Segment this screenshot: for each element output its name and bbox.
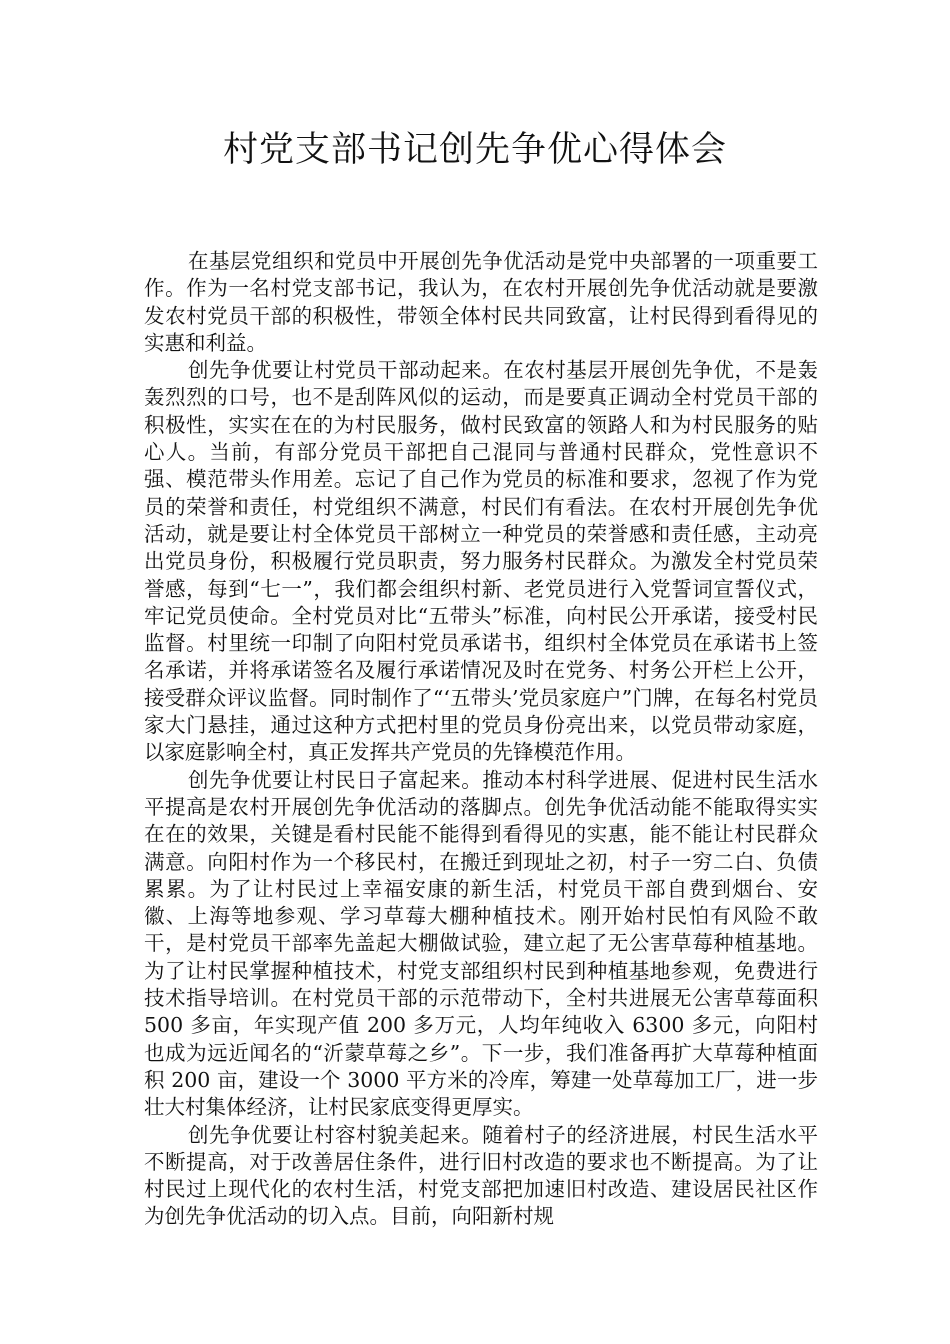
paragraph-party-cadres: 创先争优要让村党员干部动起来。在农村基层开展创先争优，不是轰轰烈烈的口号，也不是刮阵风似的运动，而是要真正调动全村党员干部的积极性，实实在在的为村民服务，做村民致富的领路人和为村民服务的贴心人。当前，有部分党员干部把自己混同与普通村民群众，党性意识不强、模范带头作用差。忘记了自己作为党员的标准和要求，忽视了作为党员的荣誉和责任，村党组织不满意，村民们有看法。在农村开展创先争优活动，就是要让村全体党员干部树立一种党员的荣誉感和责任感，主动亮出党员身份，积极履行党员职责，努力服务村民群众。为激发全村党员荣誉感，每到“七一”，我们都会组织村新、老党员进行入党誓词宣誓仪式，牢记党员使命。全村党员对比“五带头”标准，向村民公开承诺，接受村民监督。村里统一印制了向阳村党员承诺书，组织村全体党员在承诺书上签名承诺，并将承诺签名及履行承诺情况及时在党务、村务公开栏上公开，接受群众评议监督。同时制作了“‘五带头’党员家庭户”门牌，在每名村党员家大门悬挂，通过这种方式把村里的党员身份亮出来，以党员带动家庭，以家庭影响全村，真正发挥共产党员的先锋模范作用。	[144, 358, 818, 765]
paragraph-intro: 在基层党组织和党员中开展创先争优活动是党中央部署的一项重要工作。作为一名村党支部书记，我认为，在农村开展创先争优活动就是要激发农村党员干部的积极性，带领全体村民共同致富，让村民得到看得见的实惠和利益。	[144, 249, 818, 355]
paragraph-villagers-prosperity: 创先争优要让村民日子富起来。推动本村科学进展、促进村民生活水平提高是农村开展创先争优活动的落脚点。创先争优活动能不能取得实实在在的效果，关键是看村民能不能得到看得见的实惠，能不能让村民群众满意。向阳村作为一个移民村，在搬迁到现址之初，村子一穷二白、负债累累。为了让村民过上幸福安康的新生活，村党员干部自费到烟台、安徽、上海等地参观、学习草莓大棚种植技术。刚开始村民怕有风险不敢干，是村党员干部率先盖起大棚做试验，建立起了无公害草莓种植基地。为了让村民掌握种植技术，村党支部组织村民到种植基地参观，免费进行技术指导培训。在村党员干部的示范带动下，全村共进展无公害草莓面积 500 多亩，年实现产值 200 多万元，人均年纯收入 6300 多元，向阳村也成为远近闻名的“沂蒙草莓之乡”。下一步，我们准备再扩大草莓种植面积 200 亩，建设一个 3000 平方米的冷库，筹建一处草莓加工厂，进一步壮大村集体经济，让村民家底变得更厚实。	[144, 767, 818, 1120]
paragraph-village-appearance: 创先争优要让村容村貌美起来。随着村子的经济进展，村民生活水平不断提高，对于改善居住条件，进行旧村改造的要求也不断提高。为了让村民过上现代化的农村生活，村党支部把加速旧村改造、建设居民社区作为创先争优活动的切入点。目前，向阳新村规	[144, 1122, 818, 1229]
document-body	[144, 248, 818, 1231]
document-title: 村党支部书记创先争优心得体会	[222, 130, 727, 170]
